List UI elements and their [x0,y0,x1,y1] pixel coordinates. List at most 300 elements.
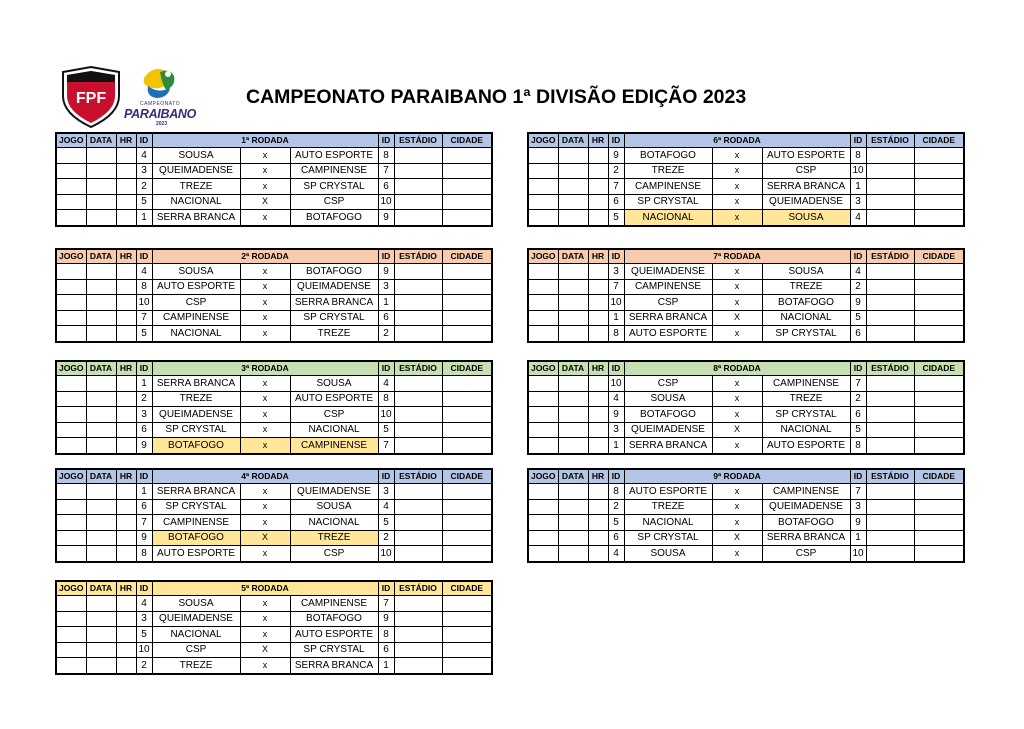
col-header-jogo: JOGO [528,249,558,264]
match-estadio-cell [866,279,914,295]
match-data-cell [86,376,116,392]
match-hr-cell [116,499,136,515]
home-team-id: 9 [608,407,624,423]
match-estadio-cell [394,596,442,612]
away-team: NACIONAL [290,422,378,438]
match-jogo-cell [56,484,86,500]
away-team: CSP [290,407,378,423]
match-data-cell [86,148,116,164]
away-team-id: 10 [378,194,394,210]
match-estadio-cell [394,376,442,392]
campeonato-logo-main: PARAIBANO [124,107,197,121]
home-team: SP CRYSTAL [152,499,240,515]
home-team-id: 6 [136,422,152,438]
round-table-3 [55,360,493,455]
match-estadio-cell [394,148,442,164]
match-jogo-cell [56,499,86,515]
campeonato-logo-year: 2023 [156,121,168,127]
versus-separator: x [240,438,290,454]
match-jogo-cell [56,264,86,280]
home-team: SOUSA [152,264,240,280]
match-hr-cell [588,264,608,280]
away-team: SP CRYSTAL [762,407,850,423]
match-cidade-cell [914,438,964,454]
home-team: TREZE [152,391,240,407]
match-estadio-cell [394,310,442,326]
col-header-hr: HR [116,133,136,148]
match-estadio-cell [866,515,914,531]
away-team: TREZE [762,391,850,407]
away-team: AUTO ESPORTE [290,627,378,643]
away-team: SERRA BRANCA [762,530,850,546]
col-header-id: ID [136,469,152,484]
match-jogo-cell [56,391,86,407]
away-team: CAMPINENSE [290,596,378,612]
versus-separator: x [240,295,290,311]
col-header-id2: ID [850,249,866,264]
col-header-estadio: ESTÁDIO [866,469,914,484]
home-team: SP CRYSTAL [152,422,240,438]
home-team: NACIONAL [152,627,240,643]
away-team-id: 10 [378,546,394,562]
col-header-jogo: JOGO [56,581,86,596]
versus-separator: x [240,279,290,295]
match-cidade-cell [442,264,492,280]
match-hr-cell [116,438,136,454]
home-team: QUEIMADENSE [152,407,240,423]
versus-separator: x [240,515,290,531]
home-team-id: 1 [136,484,152,500]
match-jogo-cell [528,210,558,226]
home-team: CSP [624,376,712,392]
away-team-id: 9 [850,515,866,531]
home-team: SOUSA [152,596,240,612]
versus-separator: x [240,596,290,612]
match-hr-cell [116,310,136,326]
match-data-cell [86,658,116,674]
away-team-id: 10 [378,407,394,423]
match-jogo-cell [56,530,86,546]
home-team: BOTAFOGO [152,530,240,546]
col-header-cidade: CIDADE [914,249,964,264]
away-team: SOUSA [290,376,378,392]
match-row [56,484,492,500]
away-team: AUTO ESPORTE [762,438,850,454]
match-hr-cell [116,530,136,546]
away-team-id: 2 [378,530,394,546]
match-cidade-cell [442,546,492,562]
match-estadio-cell [866,210,914,226]
match-data-cell [558,515,588,531]
match-cidade-cell [442,310,492,326]
away-team-id: 8 [378,148,394,164]
match-cidade-cell [914,499,964,515]
match-hr-cell [588,546,608,562]
match-data-cell [86,484,116,500]
match-row [56,391,492,407]
fpf-logo-text: FPF [75,90,107,107]
match-estadio-cell [866,326,914,342]
col-header-data: DATA [86,581,116,596]
match-hr-cell [116,148,136,164]
match-cidade-cell [914,546,964,562]
match-data-cell [86,310,116,326]
home-team: TREZE [624,499,712,515]
col-header-cidade: CIDADE [442,469,492,484]
away-team: BOTAFOGO [762,515,850,531]
col-header-estadio: ESTÁDIO [394,133,442,148]
home-team-id: 8 [136,279,152,295]
match-estadio-cell [866,376,914,392]
match-jogo-cell [528,264,558,280]
versus-separator: x [240,310,290,326]
match-hr-cell [588,422,608,438]
match-estadio-cell [394,484,442,500]
match-row [56,546,492,562]
col-header-id2: ID [378,581,394,596]
match-estadio-cell [394,438,442,454]
match-data-cell [86,596,116,612]
home-team-id: 7 [608,279,624,295]
match-data-cell [86,499,116,515]
match-cidade-cell [914,407,964,423]
home-team: NACIONAL [152,326,240,342]
col-header-hr: HR [116,249,136,264]
match-jogo-cell [528,376,558,392]
col-header-jogo: JOGO [56,361,86,376]
match-row [56,148,492,164]
match-hr-cell [588,295,608,311]
home-team-id: 5 [608,210,624,226]
away-team: NACIONAL [290,515,378,531]
round-title: 9ª RODADA [624,469,850,484]
match-row [56,210,492,226]
away-team: SP CRYSTAL [290,642,378,658]
col-header-cidade: CIDADE [914,469,964,484]
match-jogo-cell [528,194,558,210]
home-team: CAMPINENSE [624,179,712,195]
versus-separator: x [712,438,762,454]
match-hr-cell [116,279,136,295]
home-team: CSP [152,642,240,658]
col-header-jogo: JOGO [56,469,86,484]
versus-separator: x [240,499,290,515]
away-team: QUEIMADENSE [762,194,850,210]
match-row [528,279,964,295]
home-team: AUTO ESPORTE [624,484,712,500]
match-hr-cell [588,376,608,392]
match-cidade-cell [914,326,964,342]
match-row [528,376,964,392]
match-data-cell [558,484,588,500]
home-team: CAMPINENSE [152,310,240,326]
col-header-id2: ID [378,249,394,264]
away-team-id: 3 [850,499,866,515]
match-row [56,438,492,454]
col-header-estadio: ESTÁDIO [866,361,914,376]
col-header-data: DATA [558,133,588,148]
home-team: NACIONAL [624,515,712,531]
match-row [56,596,492,612]
match-row [528,264,964,280]
match-data-cell [86,611,116,627]
home-team: SERRA BRANCA [624,310,712,326]
col-header-hr: HR [116,581,136,596]
col-header-cidade: CIDADE [442,581,492,596]
match-row [528,438,964,454]
match-cidade-cell [914,163,964,179]
match-estadio-cell [394,326,442,342]
match-estadio-cell [866,484,914,500]
match-data-cell [558,326,588,342]
home-team-id: 10 [608,295,624,311]
col-header-estadio: ESTÁDIO [394,581,442,596]
match-row [56,310,492,326]
home-team: BOTAFOGO [624,148,712,164]
away-team-id: 2 [378,326,394,342]
match-jogo-cell [528,295,558,311]
home-team-id: 9 [136,438,152,454]
col-header-id: ID [608,133,624,148]
match-data-cell [558,499,588,515]
home-team-id: 5 [608,515,624,531]
away-team: CSP [762,163,850,179]
round-header-row [56,469,492,484]
match-estadio-cell [866,310,914,326]
match-cidade-cell [442,148,492,164]
col-header-id2: ID [378,133,394,148]
match-estadio-cell [866,546,914,562]
home-team-id: 3 [136,611,152,627]
match-hr-cell [588,515,608,531]
match-hr-cell [116,484,136,500]
away-team-id: 9 [378,611,394,627]
match-jogo-cell [56,422,86,438]
match-row [56,658,492,674]
match-cidade-cell [914,484,964,500]
col-header-estadio: ESTÁDIO [394,469,442,484]
match-hr-cell [116,376,136,392]
col-header-id: ID [136,249,152,264]
home-team: BOTAFOGO [624,407,712,423]
versus-separator: x [712,210,762,226]
col-header-id: ID [136,133,152,148]
match-cidade-cell [442,163,492,179]
match-jogo-cell [528,515,558,531]
versus-separator: x [712,179,762,195]
match-hr-cell [116,210,136,226]
match-hr-cell [116,295,136,311]
col-header-data: DATA [86,249,116,264]
match-hr-cell [588,391,608,407]
away-team: CSP [290,546,378,562]
match-data-cell [558,179,588,195]
versus-separator: x [240,264,290,280]
match-jogo-cell [56,515,86,531]
away-team-id: 1 [378,658,394,674]
match-data-cell [86,627,116,643]
col-header-id: ID [608,361,624,376]
home-team: QUEIMADENSE [624,264,712,280]
match-row [56,611,492,627]
match-hr-cell [588,194,608,210]
versus-separator: X [240,530,290,546]
match-estadio-cell [866,407,914,423]
match-data-cell [558,546,588,562]
home-team: SERRA BRANCA [152,484,240,500]
home-team: SOUSA [624,391,712,407]
versus-separator: X [240,194,290,210]
col-header-cidade: CIDADE [442,249,492,264]
away-team: AUTO ESPORTE [290,148,378,164]
versus-separator: X [712,422,762,438]
away-team: BOTAFOGO [290,611,378,627]
match-jogo-cell [528,530,558,546]
match-row [56,407,492,423]
away-team-id: 8 [378,627,394,643]
home-team-id: 10 [608,376,624,392]
away-team-id: 5 [850,310,866,326]
match-row [528,515,964,531]
match-estadio-cell [866,499,914,515]
away-team: SOUSA [762,264,850,280]
match-jogo-cell [528,438,558,454]
home-team-id: 5 [136,627,152,643]
round-header-row [528,249,964,264]
home-team-id: 4 [608,391,624,407]
match-cidade-cell [442,658,492,674]
col-header-hr: HR [588,133,608,148]
match-data-cell [86,326,116,342]
campeonato-logo [122,64,200,128]
away-team: NACIONAL [762,422,850,438]
round-header-row [528,361,964,376]
home-team-id: 8 [608,326,624,342]
match-cidade-cell [914,391,964,407]
match-row [528,546,964,562]
match-row [528,210,964,226]
col-header-estadio: ESTÁDIO [394,249,442,264]
home-team-id: 3 [608,264,624,280]
away-team-id: 4 [378,499,394,515]
away-team: QUEIMADENSE [290,484,378,500]
fpf-shield-icon [60,66,122,128]
match-jogo-cell [528,148,558,164]
home-team: SP CRYSTAL [624,194,712,210]
away-team: BOTAFOGO [290,210,378,226]
away-team: NACIONAL [762,310,850,326]
away-team-id: 3 [378,484,394,500]
home-team-id: 6 [608,530,624,546]
round-table-4 [55,468,493,563]
away-team: TREZE [290,530,378,546]
col-header-hr: HR [116,469,136,484]
col-header-data: DATA [86,361,116,376]
match-hr-cell [116,163,136,179]
match-data-cell [86,642,116,658]
versus-separator: x [240,210,290,226]
match-cidade-cell [442,194,492,210]
round-table-1 [55,132,493,227]
match-jogo-cell [528,326,558,342]
versus-separator: x [240,422,290,438]
versus-separator: x [240,407,290,423]
versus-separator: x [712,376,762,392]
match-hr-cell [116,194,136,210]
match-jogo-cell [56,376,86,392]
away-team-id: 6 [378,179,394,195]
away-team-id: 7 [850,484,866,500]
home-team: CAMPINENSE [624,279,712,295]
round-title: 4ª RODADA [152,469,378,484]
match-hr-cell [588,530,608,546]
round-title: 2ª RODADA [152,249,378,264]
away-team: CAMPINENSE [290,163,378,179]
home-team-id: 7 [136,310,152,326]
round-header-row [56,581,492,596]
home-team: SERRA BRANCA [152,210,240,226]
match-hr-cell [588,310,608,326]
home-team: SERRA BRANCA [624,438,712,454]
away-team: TREZE [762,279,850,295]
round-title: 7ª RODADA [624,249,850,264]
away-team: SOUSA [290,499,378,515]
match-row [528,422,964,438]
away-team-id: 5 [378,422,394,438]
match-row [528,530,964,546]
versus-separator: x [712,163,762,179]
home-team-id: 4 [608,546,624,562]
match-estadio-cell [394,658,442,674]
versus-separator: X [712,310,762,326]
match-cidade-cell [442,642,492,658]
away-team: BOTAFOGO [762,295,850,311]
home-team: CSP [152,295,240,311]
match-estadio-cell [866,163,914,179]
home-team-id: 3 [608,422,624,438]
col-header-hr: HR [116,361,136,376]
away-team-id: 6 [850,407,866,423]
page-title: CAMPEONATO PARAIBANO 1ª DIVISÃO EDIÇÃO 2023 [246,86,747,108]
away-team: QUEIMADENSE [290,279,378,295]
match-hr-cell [588,279,608,295]
col-header-data: DATA [558,249,588,264]
match-hr-cell [588,407,608,423]
match-jogo-cell [56,279,86,295]
match-estadio-cell [394,611,442,627]
match-data-cell [86,391,116,407]
versus-separator: x [712,148,762,164]
round-header-row [528,133,964,148]
round-table-6 [527,132,965,227]
home-team: CAMPINENSE [152,515,240,531]
round-header-row [56,133,492,148]
col-header-data: DATA [558,361,588,376]
match-row [56,642,492,658]
col-header-cidade: CIDADE [442,133,492,148]
home-team: QUEIMADENSE [152,611,240,627]
match-cidade-cell [442,422,492,438]
campeonato-logo-sub: CAMPEONATO [140,101,181,107]
home-team-id: 1 [136,376,152,392]
match-hr-cell [116,642,136,658]
away-team-id: 2 [850,391,866,407]
match-jogo-cell [56,627,86,643]
home-team-id: 1 [608,310,624,326]
match-data-cell [558,422,588,438]
match-jogo-cell [528,179,558,195]
col-header-id: ID [136,361,152,376]
